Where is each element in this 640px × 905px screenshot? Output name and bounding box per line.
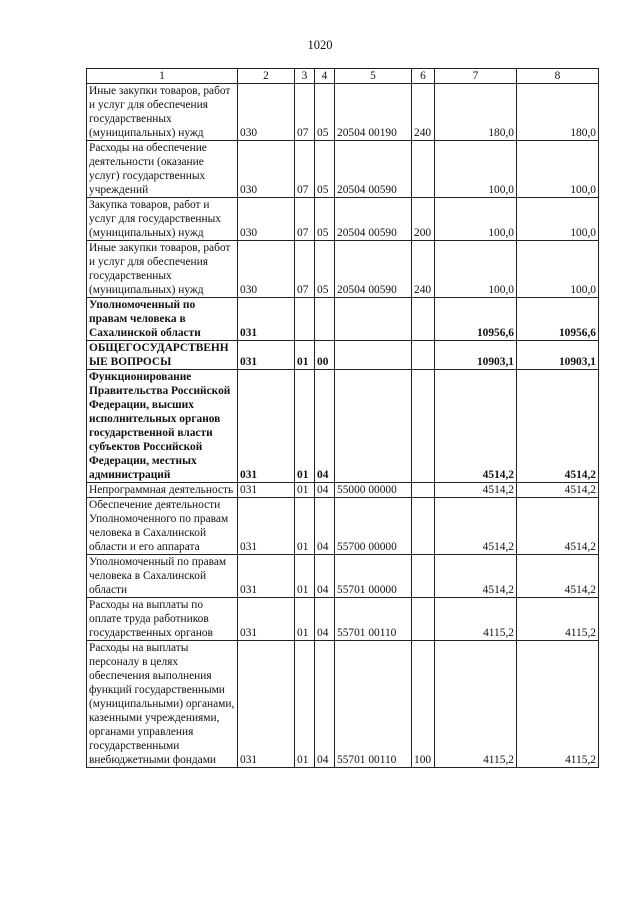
section-code-cell: 01 [295, 483, 315, 498]
table-row [87, 198, 599, 241]
row-name-cell: Уполномоченный по правам человека в Сахалинской области [87, 298, 238, 341]
expense-type-cell: 200 [412, 198, 435, 241]
amount-cell: 10956,6 [517, 298, 599, 341]
amount-cell: 4115,2 [435, 641, 517, 768]
ministry-code-cell: 030 [238, 198, 295, 241]
ministry-code-cell: 031 [238, 483, 295, 498]
subsection-code-cell [315, 298, 335, 341]
column-header: 8 [517, 69, 599, 84]
amount-cell: 4514,2 [517, 498, 599, 555]
table-row [87, 641, 599, 768]
amount-cell: 100,0 [517, 141, 599, 198]
amount-cell: 4514,2 [435, 370, 517, 483]
target-article-cell [335, 298, 412, 341]
row-name-cell: ОБЩЕГОСУДАРСТВЕННЫЕ ВОПРОСЫ [87, 341, 238, 370]
table-header-row [87, 69, 599, 84]
ministry-code-cell: 030 [238, 84, 295, 141]
expense-type-cell: 240 [412, 241, 435, 298]
row-name-cell: Непрограммная деятельность [87, 483, 238, 498]
column-header: 5 [335, 69, 412, 84]
section-code-cell: 07 [295, 241, 315, 298]
section-code-cell: 01 [295, 341, 315, 370]
amount-cell: 10903,1 [435, 341, 517, 370]
amount-cell: 4514,2 [517, 483, 599, 498]
column-header: 6 [412, 69, 435, 84]
table-row [87, 341, 599, 370]
amount-cell: 100,0 [435, 241, 517, 298]
expense-type-cell [412, 141, 435, 198]
ministry-code-cell: 031 [238, 498, 295, 555]
section-code-cell: 01 [295, 598, 315, 641]
amount-cell: 4514,2 [517, 555, 599, 598]
target-article-cell [335, 341, 412, 370]
row-name-cell: Обеспечение деятельности Уполномоченного по правам человека в Сахалинской области и его аппарата [87, 498, 238, 555]
subsection-code-cell: 05 [315, 141, 335, 198]
table-row [87, 298, 599, 341]
section-code-cell: 01 [295, 498, 315, 555]
column-header: 2 [238, 69, 295, 84]
ministry-code-cell: 031 [238, 555, 295, 598]
row-name-cell: Расходы на обеспечение деятельности (оказание услуг) государственных учреждений [87, 141, 238, 198]
target-article-cell: 55000 00000 [335, 483, 412, 498]
section-code-cell: 01 [295, 555, 315, 598]
expense-type-cell [412, 483, 435, 498]
section-code-cell: 01 [295, 641, 315, 768]
ministry-code-cell: 031 [238, 641, 295, 768]
amount-cell: 180,0 [435, 84, 517, 141]
amount-cell: 10903,1 [517, 341, 599, 370]
ministry-code-cell: 031 [238, 298, 295, 341]
expense-type-cell [412, 298, 435, 341]
row-name-cell: Закупка товаров, работ и услуг для государственных (муниципальных) нужд [87, 198, 238, 241]
amount-cell: 4115,2 [435, 598, 517, 641]
target-article-cell: 20504 00590 [335, 198, 412, 241]
row-name-cell: Иные закупки товаров, работ и услуг для обеспечения государственных (муниципальных) нужд [87, 84, 238, 141]
ministry-code-cell: 031 [238, 370, 295, 483]
amount-cell: 4514,2 [435, 555, 517, 598]
amount-cell: 100,0 [435, 141, 517, 198]
amount-cell: 4514,2 [517, 370, 599, 483]
row-name-cell: Расходы на выплаты по оплате труда работников государственных органов [87, 598, 238, 641]
ministry-code-cell: 030 [238, 241, 295, 298]
subsection-code-cell: 00 [315, 341, 335, 370]
subsection-code-cell: 05 [315, 84, 335, 141]
ministry-code-cell: 031 [238, 341, 295, 370]
target-article-cell [335, 370, 412, 483]
subsection-code-cell: 04 [315, 370, 335, 483]
amount-cell: 100,0 [435, 198, 517, 241]
section-code-cell: 07 [295, 141, 315, 198]
amount-cell: 100,0 [517, 241, 599, 298]
amount-cell: 100,0 [517, 198, 599, 241]
target-article-cell: 55700 00000 [335, 498, 412, 555]
subsection-code-cell: 04 [315, 555, 335, 598]
target-article-cell: 20504 00190 [335, 84, 412, 141]
ministry-code-cell: 030 [238, 141, 295, 198]
table-row [87, 498, 599, 555]
column-header: 1 [87, 69, 238, 84]
row-name-cell: Функционирование Правительства Российской Федерации, высших исполнительных органов государственной власти субъектов Российской Федерации, местных администраций [87, 370, 238, 483]
section-code-cell [295, 298, 315, 341]
amount-cell: 4115,2 [517, 641, 599, 768]
row-name-cell: Уполномоченный по правам человека в Сахалинской области [87, 555, 238, 598]
subsection-code-cell: 04 [315, 641, 335, 768]
table-row [87, 241, 599, 298]
amount-cell: 180,0 [517, 84, 599, 141]
target-article-cell: 20504 00590 [335, 141, 412, 198]
column-header: 7 [435, 69, 517, 84]
amount-cell: 10956,6 [435, 298, 517, 341]
expense-type-cell: 100 [412, 641, 435, 768]
target-article-cell: 55701 00110 [335, 598, 412, 641]
column-header: 3 [295, 69, 315, 84]
table-row [87, 370, 599, 483]
amount-cell: 4115,2 [517, 598, 599, 641]
table-row [87, 84, 599, 141]
target-article-cell: 55701 00000 [335, 555, 412, 598]
expense-type-cell: 240 [412, 84, 435, 141]
table-row [87, 598, 599, 641]
table-row [87, 483, 599, 498]
subsection-code-cell: 05 [315, 241, 335, 298]
expense-type-cell [412, 370, 435, 483]
budget-table [86, 68, 599, 768]
expense-type-cell [412, 341, 435, 370]
page-number: 1020 [307, 38, 333, 52]
row-name-cell: Расходы на выплаты персоналу в целях обеспечения выполнения функций государственными (муниципальными) органами, казенными учреждениями, органами управления государственными внебюджетными фондами [87, 641, 238, 768]
target-article-cell: 55701 00110 [335, 641, 412, 768]
amount-cell: 4514,2 [435, 483, 517, 498]
ministry-code-cell: 031 [238, 598, 295, 641]
table-body [87, 84, 599, 768]
subsection-code-cell: 05 [315, 198, 335, 241]
expense-type-cell [412, 598, 435, 641]
subsection-code-cell: 04 [315, 498, 335, 555]
section-code-cell: 07 [295, 84, 315, 141]
column-header: 4 [315, 69, 335, 84]
table-row [87, 555, 599, 598]
subsection-code-cell: 04 [315, 598, 335, 641]
section-code-cell: 07 [295, 198, 315, 241]
section-code-cell: 01 [295, 370, 315, 483]
subsection-code-cell: 04 [315, 483, 335, 498]
target-article-cell: 20504 00590 [335, 241, 412, 298]
expense-type-cell [412, 498, 435, 555]
row-name-cell: Иные закупки товаров, работ и услуг для обеспечения государственных (муниципальных) нужд [87, 241, 238, 298]
expense-type-cell [412, 555, 435, 598]
amount-cell: 4514,2 [435, 498, 517, 555]
table-row [87, 141, 599, 198]
